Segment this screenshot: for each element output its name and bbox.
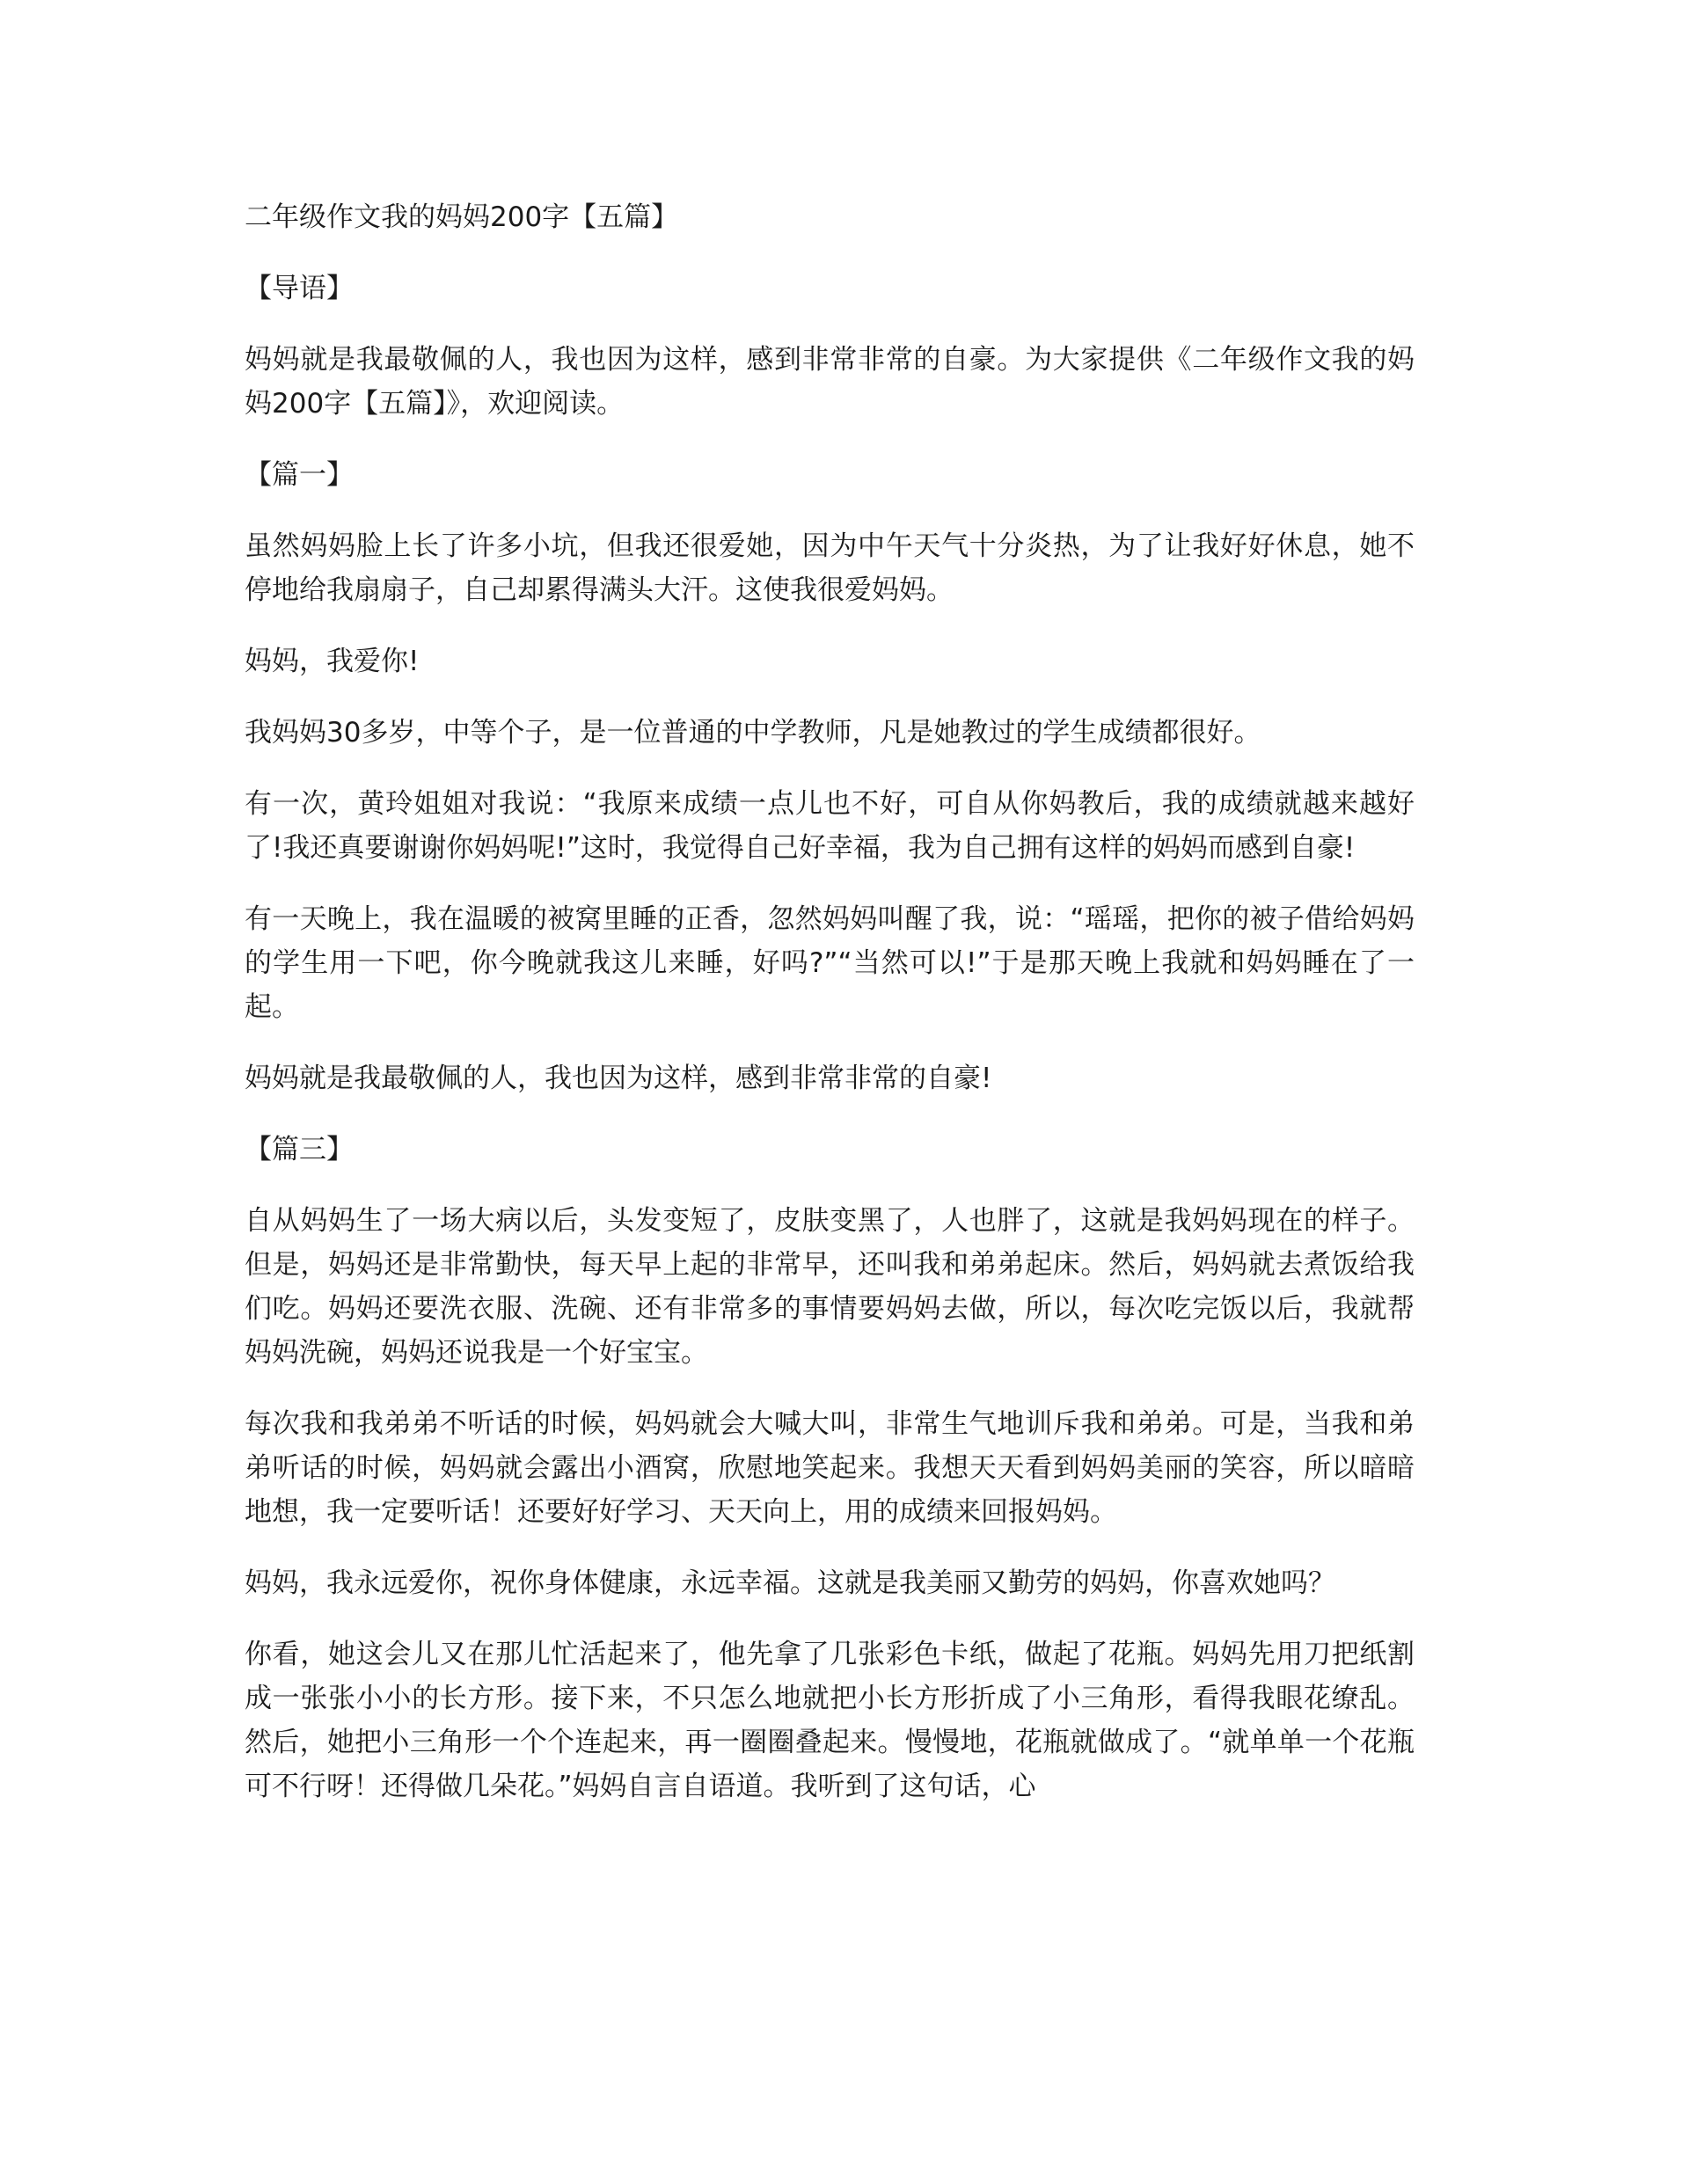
section-3-heading: 【篇三】 [245,1134,354,1165]
paragraph: 我妈妈30多岁，中等个子，是一位普通的中学教师，凡是她教过的学生成绩都很好。 [245,717,1261,749]
paragraph: 妈妈，我永远爱你，祝你身体健康，永远幸福。这就是我美丽又勤劳的妈妈，你喜欢她吗？ [245,1567,1335,1599]
section-1-heading: 【篇一】 [245,459,354,491]
document-content [245,195,1415,1836]
paragraph: 妈妈，我爱你! [245,646,420,677]
paragraph: 有一次，黄玲姐姐对我说：“我原来成绩一点儿也不好，可自从你妈教后，我的成绩就越来越好了!我还真要谢谢你妈妈呢!”这时，我觉得自己好幸福，我为自己拥有这样的妈妈而感到自豪! [245,788,1415,864]
paragraph: 自从妈妈生了一场大病以后，头发变短了，皮肤变黑了，人也胖了，这就是我妈妈现在的样子。但是，妈妈还是非常勤快，每天早上起的非常早，还叫我和弟弟起床。然后，妈妈就去煮饭给我们吃。妈妈还要洗衣服、洗碗、还有非常多的事情要妈妈去做，所以，每次吃完饭以后，我就帮妈妈洗碗，妈妈还说我是一个好宝宝。 [245,1205,1415,1369]
paragraph: 每次我和我弟弟不听话的时候，妈妈就会大喊大叫，非常生气地训斥我和弟弟。可是，当我和弟弟听话的时候，妈妈就会露出小酒窝，欣慰地笑起来。我想天天看到妈妈美丽的笑容，所以暗暗地想，我一定要听话！还要好好学习、天天向上，用的成绩来回报妈妈。 [245,1408,1415,1528]
document-title: 二年级作文我的妈妈200字【五篇】 [245,201,679,233]
intro-heading: 【导语】 [245,273,354,304]
intro-paragraph: 妈妈就是我最敬佩的人，我也因为这样，感到非常非常的自豪。为大家提供《二年级作文我的妈妈200字【五篇】》，欢迎阅读。 [245,344,1415,420]
paragraph: 有一天晚上，我在温暖的被窝里睡的正香，忽然妈妈叫醒了我，说：“瑶瑶，把你的被子借给妈妈的学生用一下吧，你今晚就我这儿来睡，好吗?”“当然可以!”于是那天晚上我就和妈妈睡在了一起。 [245,903,1415,1023]
paragraph: 妈妈就是我最敬佩的人，我也因为这样，感到非常非常的自豪! [245,1063,992,1094]
paragraph: 你看，她这会儿又在那儿忙活起来了，他先拿了几张彩色卡纸，做起了花瓶。妈妈先用刀把纸割成一张张小小的长方形。接下来，不只怎么地就把小长方形折成了小三角形，看得我眼花缭乱。然后，她把小三角形一个个连起来，再一圈圈叠起来。慢慢地，花瓶就做成了。“就单单一个花瓶可不行呀！还得做几朵花。”妈妈自言自语道。我听到了这句话，心 [245,1639,1415,1802]
paragraph: 虽然妈妈脸上长了许多小坑，但我还很爱她，因为中午天气十分炎热，为了让我好好休息，她不停地给我扇扇子，自己却累得满头大汗。这使我很爱妈妈。 [245,530,1415,606]
